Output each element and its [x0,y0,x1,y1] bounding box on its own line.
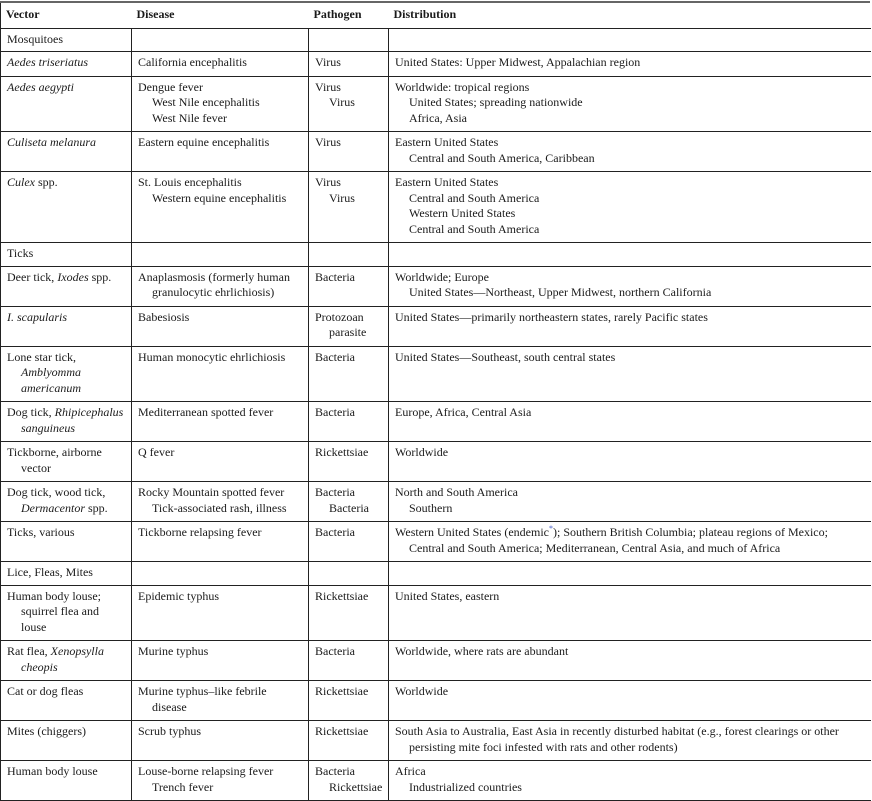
distribution-cell [389,402,871,442]
disease-cell-line: Louse-borne relapsing fever [138,764,274,778]
pathogen-cell-line: Bacteria [315,764,355,778]
text-segment: Cat or dog fleas [7,684,84,698]
disease-cell [132,266,309,306]
footnote-marker[interactable]: * [548,524,553,533]
distribution-cell-line: United States: Upper Midwest, Appalachian region [395,55,641,69]
vector-cell [1,306,132,346]
text-segment: Mites (chiggers) [7,724,86,738]
group-label: Lice, Fleas, Mites [1,562,132,586]
vector-cell-line [7,764,127,780]
disease-cell-line: Western equine encephalitis [152,190,287,205]
text-segment: americanum [21,380,81,395]
pathogen-cell-line: Virus [315,55,341,69]
pathogen-cell-line: Bacteria [315,269,355,284]
text-segment: Deer tick, [7,269,58,284]
distribution-cell [389,721,871,761]
disease-cell-line: Human monocytic ehrlichiosis [138,349,286,364]
vector-cell-line [7,310,127,326]
pathogen-cell [309,522,389,562]
pathogen-cell-line: Protozoan [315,309,364,324]
text-segment: Ticks, various [7,525,75,539]
disease-cell [132,641,309,681]
distribution-cell [389,76,871,132]
distribution-cell [389,641,871,681]
vector-cell-line [7,525,127,541]
vector-cell-line [7,55,127,71]
empty-cell [132,562,309,586]
text-segment: Xenopsylla [50,644,104,658]
table-row [1,721,871,761]
disease-cell [132,402,309,442]
pathogen-cell [309,52,389,77]
vector-cell [1,721,132,761]
distribution-cell-line: Worldwide, where rats are abundant [395,644,569,658]
text-segment: Dog tick, [7,405,55,419]
text-segment: Ixodes [57,269,89,284]
pathogen-cell-line: Virus [315,79,341,94]
disease-cell-line: Tick-associated rash, illness [152,500,287,515]
pathogen-cell [309,172,389,243]
distribution-cell [389,442,871,482]
group-label: Ticks [1,243,132,267]
vector-cell-line [7,365,127,381]
distribution-cell [389,522,871,562]
distribution-cell [389,482,871,522]
pathogen-cell-line: Bacteria [315,405,355,419]
distribution-cell-line: Industrialized countries [409,779,522,794]
text-segment: Aedes triseriatus [7,55,88,69]
pathogen-cell-line: parasite [329,325,367,339]
pathogen-cell [309,442,389,482]
distribution-cell-line: Central and South America [409,221,540,236]
disease-cell [132,482,309,522]
text-segment: Lone star tick, [7,349,76,364]
vector-cell-line [7,604,127,620]
disease-cell-line: California encephalitis [138,55,247,69]
text-segment: sanguineus [21,420,75,435]
table-row [1,482,871,522]
vector-cell [1,641,132,681]
vector-cell-line [7,660,127,676]
text-segment: vector [21,460,51,475]
empty-cell [132,243,309,267]
vector-cell-line [7,644,127,660]
disease-cell [132,306,309,346]
pathogen-cell [309,266,389,306]
pathogen-cell-line: Bacteria [315,525,355,539]
pathogen-cell [309,306,389,346]
group-label: Mosquitoes [1,28,132,52]
distribution-cell-line: Central and South America; Mediterranean, Central Asia, and much of Africa [409,540,781,555]
disease-cell-line: West Nile fever [152,110,227,125]
disease-cell-line: Mediterranean spotted fever [138,405,274,419]
distribution-cell [389,761,871,801]
disease-cell-line: St. Louis encephalitis [138,175,242,189]
vector-cell-line [7,175,127,191]
vector-cell [1,761,132,801]
vector-cell-line [7,381,127,397]
distribution-cell-line: United States—Northeast, Upper Midwest, northern California [409,285,712,299]
text-segment: Rat flea, [7,644,51,658]
header-vector: Vector [1,3,132,28]
distribution-cell [389,266,871,306]
text-segment: spp. [84,500,108,515]
pathogen-cell [309,761,389,801]
vector-cell [1,681,132,721]
group-row [1,562,871,586]
pathogen-cell [309,132,389,172]
vector-cell [1,346,132,402]
disease-cell-line: Q fever [138,445,175,459]
distribution-cell [389,52,871,77]
pathogen-cell-line: Virus [315,175,341,189]
vector-cell [1,172,132,243]
disease-cell [132,346,309,402]
table-row [1,76,871,132]
disease-cell-line: Dengue fever [138,79,203,94]
empty-cell [309,243,389,267]
empty-cell [389,28,871,52]
disease-cell-line: Murine typhus [138,644,209,658]
vector-cell-line [7,270,127,286]
group-row [1,28,871,52]
text-segment: Aedes aegypti [7,79,74,94]
table-row [1,266,871,306]
distribution-cell-line: United States—primarily northeastern states, rarely Pacific states [395,309,708,324]
pathogen-cell [309,482,389,522]
header-distribution: Distribution [393,7,457,21]
vector-cell [1,132,132,172]
vector-cell-line [7,405,127,421]
text-segment: Dermacentor [21,500,85,515]
disease-cell [132,52,309,77]
empty-cell [389,562,871,586]
disease-cell-line: Tickborne relapsing fever [138,525,262,539]
distribution-cell-line: North and South America [395,485,518,499]
table-row [1,172,871,243]
disease-cell-line: disease [152,699,187,714]
distribution-cell-line: South Asia to Australia, East Asia in recently disturbed habitat (e.g., forest clearings or other [395,724,839,738]
pathogen-cell-line: Bacteria [315,485,355,499]
disease-cell [132,681,309,721]
text-segment: cheopis [21,659,58,674]
vector-cell [1,266,132,306]
distribution-cell-line: United States, eastern [395,588,500,603]
text-segment: Dog tick, wood tick, [7,485,106,499]
vector-cell [1,52,132,77]
empty-cell [132,28,309,52]
empty-cell [389,243,871,267]
distribution-cell-line: Southern [409,500,453,515]
text-segment: spp. [35,175,58,189]
pathogen-cell-line: Rickettsiae [315,724,369,738]
table-row [1,132,871,172]
pathogen-cell-line: Bacteria [315,644,355,658]
pathogen-cell-line: Rickettsiae [329,779,383,794]
distribution-cell-line: Worldwide; Europe [395,269,490,284]
distribution-cell [389,132,871,172]
distribution-cell-line: Europe, Africa, Central Asia [395,405,532,419]
pathogen-cell [309,346,389,402]
distribution-cell-line: United States—Southeast, south central states [395,349,616,364]
distribution-cell-line: Western United States (endemic*); Southern British Columbia; plateau regions of Mexico; [395,524,828,539]
disease-cell [132,172,309,243]
pathogen-cell [309,76,389,132]
table-row [1,442,871,482]
vector-cell-line [7,421,127,437]
disease-cell [132,522,309,562]
vector-cell-line [7,620,127,636]
table-body [1,28,871,801]
distribution-cell-line: Eastern United States [395,135,499,149]
table-row [1,402,871,442]
text-segment: louse [21,619,47,634]
vector-cell [1,522,132,562]
disease-cell-line: Scrub typhus [138,724,201,738]
header-disease: Disease [136,7,175,21]
table-row [1,306,871,346]
table-row [1,761,871,801]
table-row [1,522,871,562]
vector-cell-line [7,135,127,151]
disease-cell-line: Anaplasmosis (formerly human [138,269,290,284]
table-row [1,346,871,402]
distribution-cell-line: Central and South America, Caribbean [409,150,595,165]
disease-cell-line: Rocky Mountain spotted fever [138,485,285,499]
disease-cell [132,76,309,132]
pathogen-cell-line: Rickettsiae [315,445,369,459]
header-row [1,3,871,28]
distribution-cell-line: Eastern United States [395,175,499,189]
distribution-cell-line: Worldwide [395,445,449,459]
disease-cell-line: Eastern equine encephalitis [138,135,270,149]
header-pathogen: Pathogen [313,7,362,21]
table-row [1,641,871,681]
vector-cell-line [7,724,127,740]
text-segment: Human body louse; [7,588,101,603]
pathogen-cell-line: Virus [315,135,341,149]
distribution-cell-line: United States; spreading nationwide [409,95,583,109]
disease-cell [132,585,309,641]
table-row [1,585,871,641]
text-segment: squirrel flea and [21,604,99,618]
distribution-cell-line: Africa [395,764,426,778]
empty-cell [309,562,389,586]
distribution-cell [389,172,871,243]
distribution-cell-line: persisting mite foci infested with rats and other rodents) [409,739,678,754]
pathogen-cell [309,681,389,721]
disease-cell-line: West Nile encephalitis [152,95,260,109]
distribution-cell-line: Africa, Asia [409,110,467,125]
pathogen-cell [309,585,389,641]
pathogen-cell-line: Virus [329,95,355,109]
distribution-cell-line: Central and South America [409,190,540,205]
vector-cell [1,482,132,522]
table-row [1,681,871,721]
distribution-cell-line: Western United States [409,206,516,220]
pathogen-cell-line: Virus [329,190,355,205]
pathogen-cell [309,721,389,761]
vector-cell [1,585,132,641]
text-segment: Culex [7,175,35,189]
text-segment: Amblyomma [21,365,81,379]
pathogen-cell [309,641,389,681]
text-segment: Tickborne, airborne [7,445,102,459]
distribution-cell [389,346,871,402]
distribution-cell [389,681,871,721]
empty-cell [309,28,389,52]
text-segment: spp. [88,269,112,284]
pathogen-cell [309,402,389,442]
disease-cell-line: Trench fever [152,779,214,794]
vector-cell-line [7,445,127,461]
text-segment: Rhipicephalus [54,405,124,419]
disease-cell [132,132,309,172]
disease-cell [132,721,309,761]
disease-cell-line: granulocytic ehrlichiosis) [152,285,275,299]
disease-cell-line: Murine typhus–like febrile [138,684,267,698]
group-row [1,243,871,267]
text-segment: Human body louse [7,764,98,778]
vector-cell-line [7,461,127,477]
distribution-cell [389,585,871,641]
disease-cell [132,761,309,801]
vector-cell-line [7,501,127,517]
vector-borne-diseases-table [0,3,871,801]
vector-cell [1,402,132,442]
pathogen-cell-line: Bacteria [315,349,355,364]
distribution-cell-line: Worldwide: tropical regions [395,79,530,94]
distribution-cell-line: Worldwide [395,684,449,698]
vector-cell [1,76,132,132]
table-row [1,52,871,77]
pathogen-cell-line: Rickettsiae [315,684,369,698]
text-segment: Culiseta melanura [7,135,96,149]
distribution-cell [389,306,871,346]
text-segment: I. scapularis [7,309,67,324]
pathogen-cell-line: Rickettsiae [315,588,369,603]
vector-cell-line [7,350,127,366]
disease-cell-line: Epidemic typhus [138,588,219,603]
vector-cell-line [7,485,127,501]
vector-cell [1,442,132,482]
vector-cell-line [7,589,127,605]
vector-cell-line [7,80,127,96]
vector-cell-line [7,684,127,700]
disease-cell [132,442,309,482]
pathogen-cell-line: Bacteria [329,500,369,515]
disease-cell-line: Babesiosis [138,309,190,324]
